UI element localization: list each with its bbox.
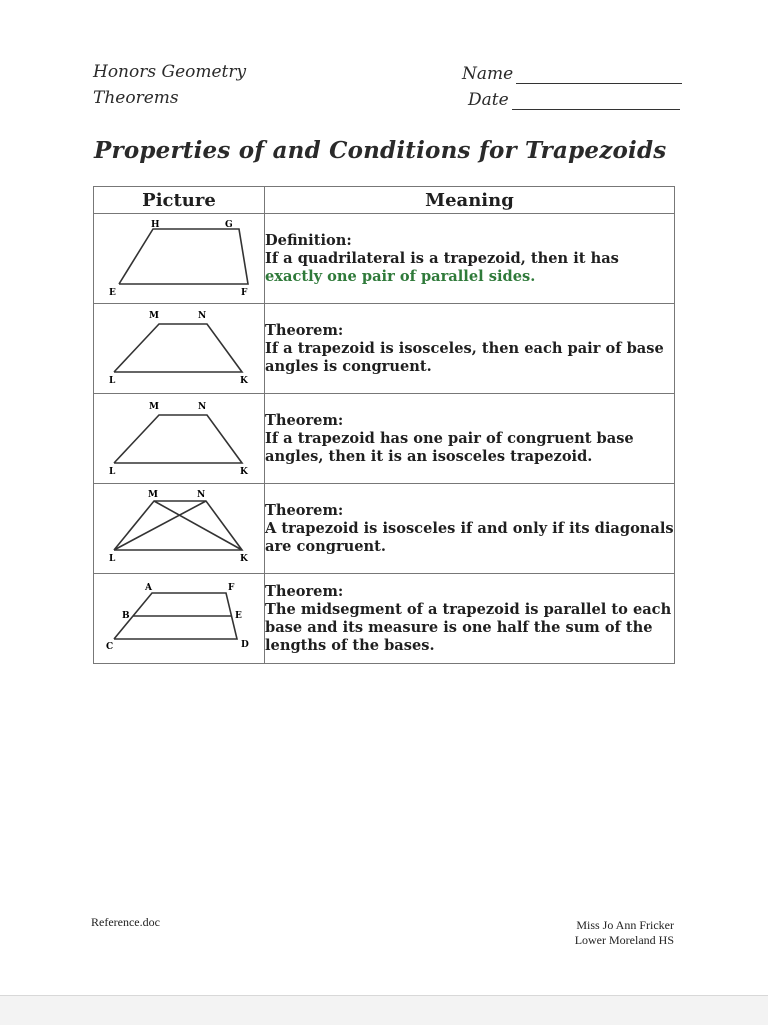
vertex-label: K: [240, 376, 248, 386]
table-row: [94, 214, 675, 304]
diagonal-line: [154, 501, 242, 550]
vertex-label: L: [109, 554, 116, 564]
table-header-row: [94, 187, 675, 214]
page-title: Properties of and Conditions for Trapezoids: [94, 137, 667, 164]
name-blank-line[interactable]: [516, 69, 682, 84]
row-label: Definition:: [265, 231, 352, 249]
meaning-column-header: Meaning: [265, 187, 675, 214]
meaning-cell: [265, 574, 675, 664]
vertex-label: E: [235, 611, 242, 621]
row-text: The midsegment of a trapezoid is parallel to each base and its measure is one half the sum of the lengths of the bases.: [265, 600, 672, 654]
picture-column-header: Picture: [94, 187, 265, 214]
row-label: Theorem:: [265, 582, 344, 600]
vertex-label: N: [198, 402, 207, 412]
vertex-label: H: [151, 220, 160, 230]
trapezoid-hgef-figure: [94, 214, 264, 303]
school-name: Lower Moreland HS: [574, 933, 674, 947]
row-label: Theorem:: [265, 411, 344, 429]
picture-cell: [94, 574, 265, 664]
row-text-highlighted: exactly one pair of parallel sides.: [265, 267, 536, 285]
row-label: Theorem:: [265, 501, 344, 519]
trapezoid-outline: [114, 501, 242, 550]
vertex-label: K: [240, 554, 248, 564]
vertex-label: L: [109, 467, 116, 477]
vertex-label: L: [109, 376, 116, 386]
isosceles-trapezoid-figure: [94, 394, 264, 483]
scan-bottom-edge: [0, 995, 768, 1025]
isosceles-trapezoid-figure: [94, 304, 264, 393]
trapezoid-midsegment-figure: [94, 574, 264, 663]
picture-cell: [94, 394, 265, 484]
date-field[interactable]: [468, 90, 680, 110]
vertex-label: A: [145, 583, 152, 593]
trapezoid-outline: [114, 415, 242, 463]
vertex-label: E: [109, 288, 116, 298]
trapezoid-outline: [119, 229, 248, 284]
picture-cell: [94, 304, 265, 394]
table-row: [94, 394, 675, 484]
date-blank-line[interactable]: [512, 95, 680, 110]
vertex-label: F: [241, 288, 248, 298]
meaning-cell: [265, 304, 675, 394]
vertex-label: C: [106, 642, 114, 652]
row-text: If a trapezoid has one pair of congruent base angles, then it is an isosceles trapezoid.: [265, 429, 634, 465]
picture-cell: [94, 214, 265, 304]
vertex-label: N: [197, 490, 206, 500]
vertex-label: K: [240, 467, 248, 477]
topic-label: Theorems: [93, 88, 179, 108]
vertex-label: M: [149, 402, 159, 412]
vertex-label: F: [228, 583, 235, 593]
meaning-cell: [265, 484, 675, 574]
theorem-table: [93, 186, 675, 664]
trapezoid-diagonals-figure: [94, 484, 264, 573]
table-row: [94, 484, 675, 574]
author-block: [575, 918, 674, 948]
meaning-cell: [265, 394, 675, 484]
row-label: Theorem:: [265, 321, 344, 339]
table-row: [94, 304, 675, 394]
vertex-label: M: [149, 311, 159, 321]
name-label: Name: [462, 64, 514, 84]
author-name: Miss Jo Ann Fricker: [576, 918, 674, 932]
meaning-cell: [265, 214, 675, 304]
vertex-label: M: [148, 490, 158, 500]
row-text: If a trapezoid is isosceles, then each pair of base angles is congruent.: [265, 339, 664, 375]
table-row: [94, 574, 675, 664]
trapezoid-outline: [114, 324, 242, 372]
vertex-label: D: [241, 640, 249, 650]
name-field[interactable]: [462, 64, 682, 84]
picture-cell: [94, 484, 265, 574]
row-text: A trapezoid is isosceles if and only if its diagonals are congruent.: [265, 519, 674, 555]
vertex-label: G: [225, 220, 233, 230]
row-text: If a quadrilateral is a trapezoid, then it has: [265, 249, 619, 267]
date-label: Date: [468, 90, 509, 110]
document-filename: Reference.doc: [91, 915, 160, 929]
vertex-label: B: [122, 611, 130, 621]
course-label: Honors Geometry: [93, 62, 247, 82]
vertex-label: N: [198, 311, 207, 321]
diagonal-line: [114, 501, 206, 550]
